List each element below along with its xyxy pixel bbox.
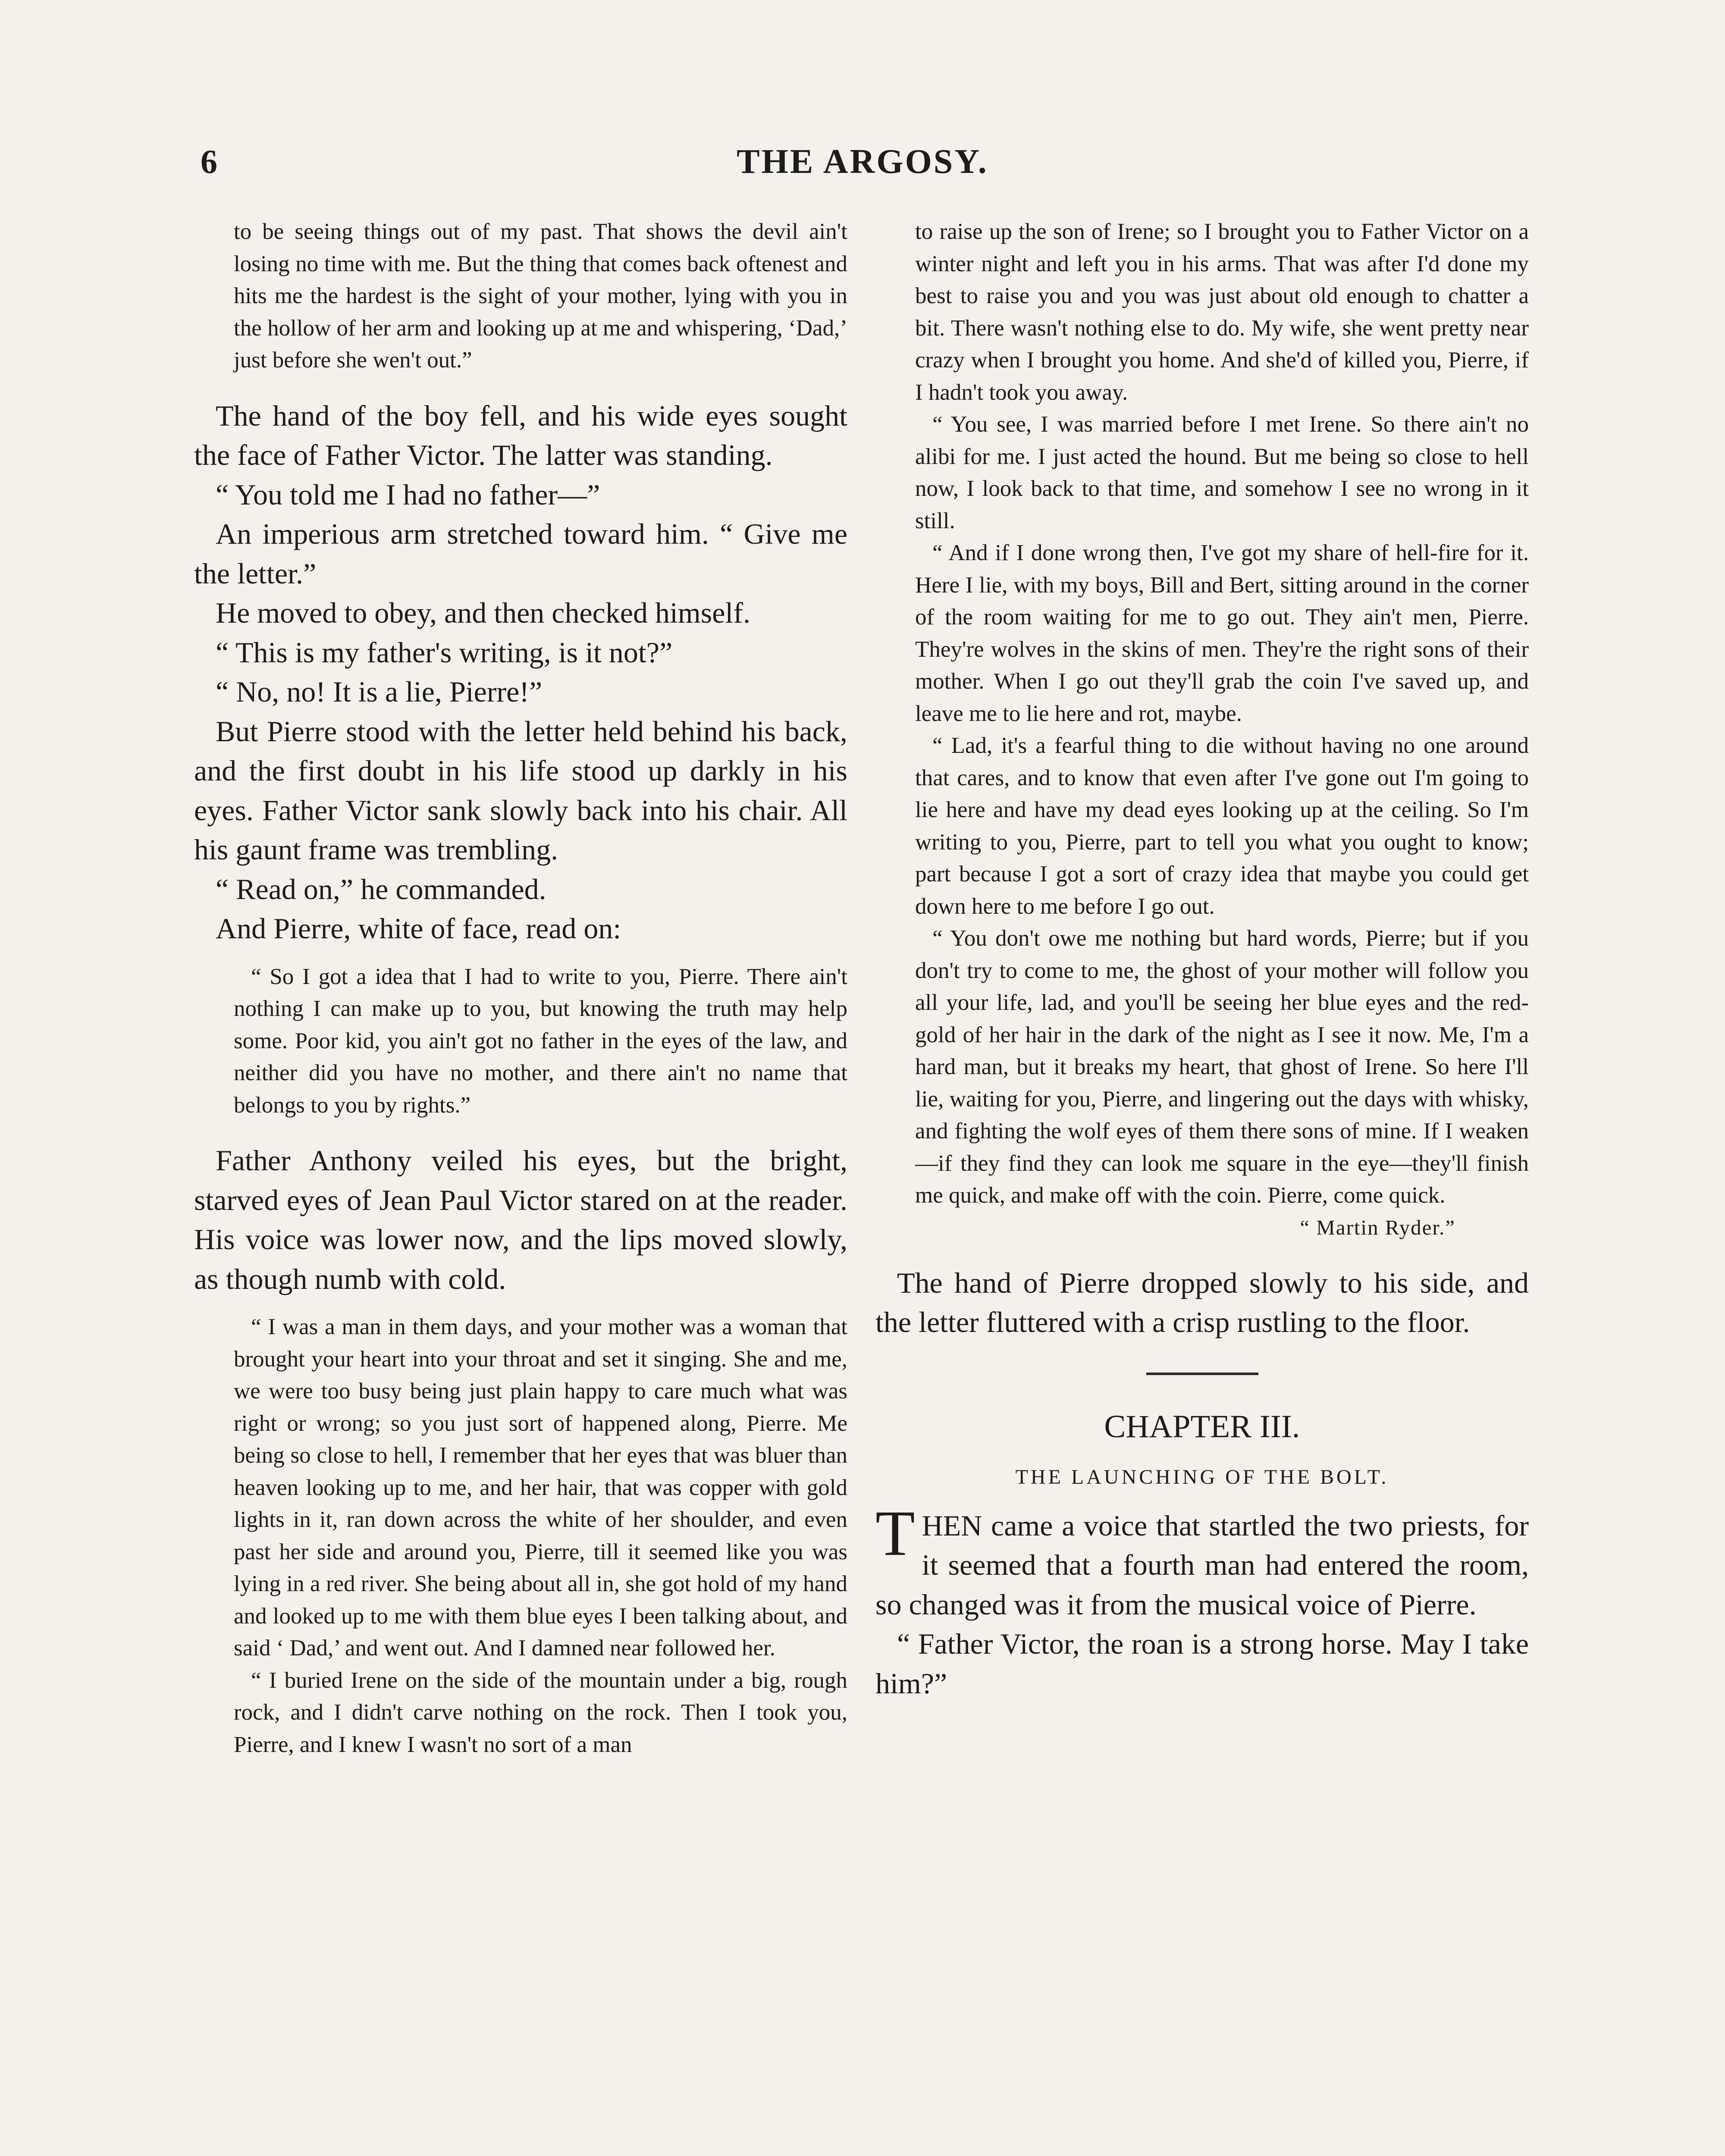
- body-paragraph: “ You told me I had no father—”: [216, 478, 600, 511]
- letter-paragraph: “ And if I done wrong then, I've got my share of hell-fire for it. Here I lie, with my boys, Bill and Bert, sitting around in the corner of the room waiting for me to go out. They ain't men, Pierre. They're wolves in the skins of men. They're the right sons of their mother. When I go out they'll grab the coin I've saved up, and leave me to lie here and rot, maybe.: [915, 540, 1529, 726]
- body-paragraph: And Pierre, white of face, read on:: [216, 912, 621, 945]
- body-paragraph: [875, 1497, 1529, 1625]
- body-paragraph: The hand of the boy fell, and his wide eyes sought the face of Father Victor. The latter was standing.: [194, 399, 847, 471]
- chapter-title: CHAPTER III.: [1104, 1408, 1300, 1445]
- body-paragraph: But Pierre stood with the letter held behind his back, and the first doubt in his life stood up darkly in his eyes. Father Victor sank slowly back into his chair. All his gaunt frame was trembling.: [194, 714, 847, 866]
- body-paragraph: “ Read on,” he commanded.: [216, 872, 546, 906]
- letter-paragraph: “ So I got a idea that I had to write to you, Pierre. There ain't nothing I can make up to you, but knowing the truth may help some. Poor kid, you ain't got no father in the eyes of the law, and neither did you have no mother, and there ain't no name that belongs to you by rights.”: [234, 964, 847, 1118]
- letter-paragraph: “ You don't owe me nothing but hard words, Pierre; but if you don't try to come to me, the ghost of your mother will follow you all your life, lad, and you'll be seeing her blue eyes and the red-gold of her hair in the dark of the night as I see it now. Me, I'm a hard man, but it breaks my heart, that ghost of Irene. So here I'll lie, waiting for you, Pierre, and lingering out the days with whisky, and fighting the wolf eyes of them there sons of mine. If I weaken—if they find they can look me square in the eye—they'll finish me quick, and make off with the coin. Pierre, come quick.: [915, 926, 1529, 1208]
- body-paragraph: He moved to obey, and then checked himself.: [216, 596, 750, 629]
- letter-paragraph: “ I was a man in them days, and your mother was a woman that brought your heart into your throat and set it singing. She and me, we were too busy being just plain happy to care much what was right or wrong; so you just sort of happened along, Pierre. Me being so close to hell, I remember that her eyes that was bluer than heaven looking up to me, and her hair, that was copper with gold lights in it, ran down across the white of her shoulder, and even past her side and around you, Pierre, till it seemed like you was lying in a red river. She being about all in, she got hold of my hand and looked up to me with them blue eyes I been talking about, and said ‘ Dad,’ and went out. And I damned near followed her.: [234, 1314, 847, 1661]
- drop-cap-text: HEN came a voice that startled the two priests, for it seemed that a fourth man had entered the room, so changed was it from the musical voice of Pierre.: [875, 1509, 1529, 1621]
- body-paragraph: An imperious arm stretched toward him. “ Give me the letter.”: [194, 517, 847, 590]
- running-head: THE ARGOSY.: [737, 143, 988, 181]
- letter-paragraph: “ Lad, it's a fearful thing to die without having no one around that cares, and to know that even after I've gone out I'm going to lie here and have my dead eyes looking up at the ceiling. So I'm writing to you, Pierre, part to tell you what you ought to know; part because I got a sort of crazy idea that maybe you could get down here to me before I go out.: [915, 733, 1529, 919]
- right-column: [875, 216, 1529, 2156]
- section-divider: [1146, 1373, 1258, 1375]
- left-column: [194, 216, 847, 2156]
- letter-paragraph: “ I buried Irene on the side of the mountain under a big, rough rock, and I didn't carve nothing on the rock. Then I took you, Pierre, and I knew I wasn't no sort of a man: [234, 1667, 847, 1757]
- letter-signature: “ Martin Ryder.”: [1300, 1215, 1455, 1239]
- letter-paragraph: “ You see, I was married before I met Irene. So there ain't no alibi for me. I just acted the hound. But me being so close to hell now, I look back to that time, and somehow I see no wrong in it still.: [915, 412, 1529, 533]
- body-paragraph: “ No, no! It is a lie, Pierre!”: [216, 675, 543, 708]
- body-paragraph: “ This is my father's writing, is it not?”: [216, 636, 673, 669]
- letter-paragraph: to raise up the son of Irene; so I brought you to Father Victor on a winter night and left you in his arms. That was after I'd done my best to raise you and you was just about old enough to chatter a bit. There wasn't nothing else to do. My wife, she went pretty near crazy when I brought you home. And she'd of killed you, Pierre, if I hadn't took you away.: [915, 219, 1529, 405]
- chapter-subtitle: THE LAUNCHING OF THE BOLT.: [1015, 1465, 1389, 1489]
- body-paragraph: “ Father Victor, the roan is a strong horse. May I take him?”: [875, 1627, 1529, 1700]
- page-number: 6: [201, 143, 217, 180]
- letter-paragraph: to be seeing things out of my past. That shows the devil ain't losing no time with me. But the thing that comes back oftenest and hits me the hardest is the sight of your mother, lying with you in the hollow of her arm and looking up at me and whispering, ‘Dad,’ just before she wen't out.”: [234, 219, 847, 373]
- body-paragraph: Father Anthony veiled his eyes, but the bright, starved eyes of Jean Paul Victor stared on at the reader. His voice was lower now, and the lips moved slowly, as though numb with cold.: [194, 1144, 847, 1295]
- body-paragraph: The hand of Pierre dropped slowly to his side, and the letter fluttered with a crisp rustling to the floor.: [875, 1266, 1529, 1338]
- drop-cap: T: [875, 1497, 915, 1569]
